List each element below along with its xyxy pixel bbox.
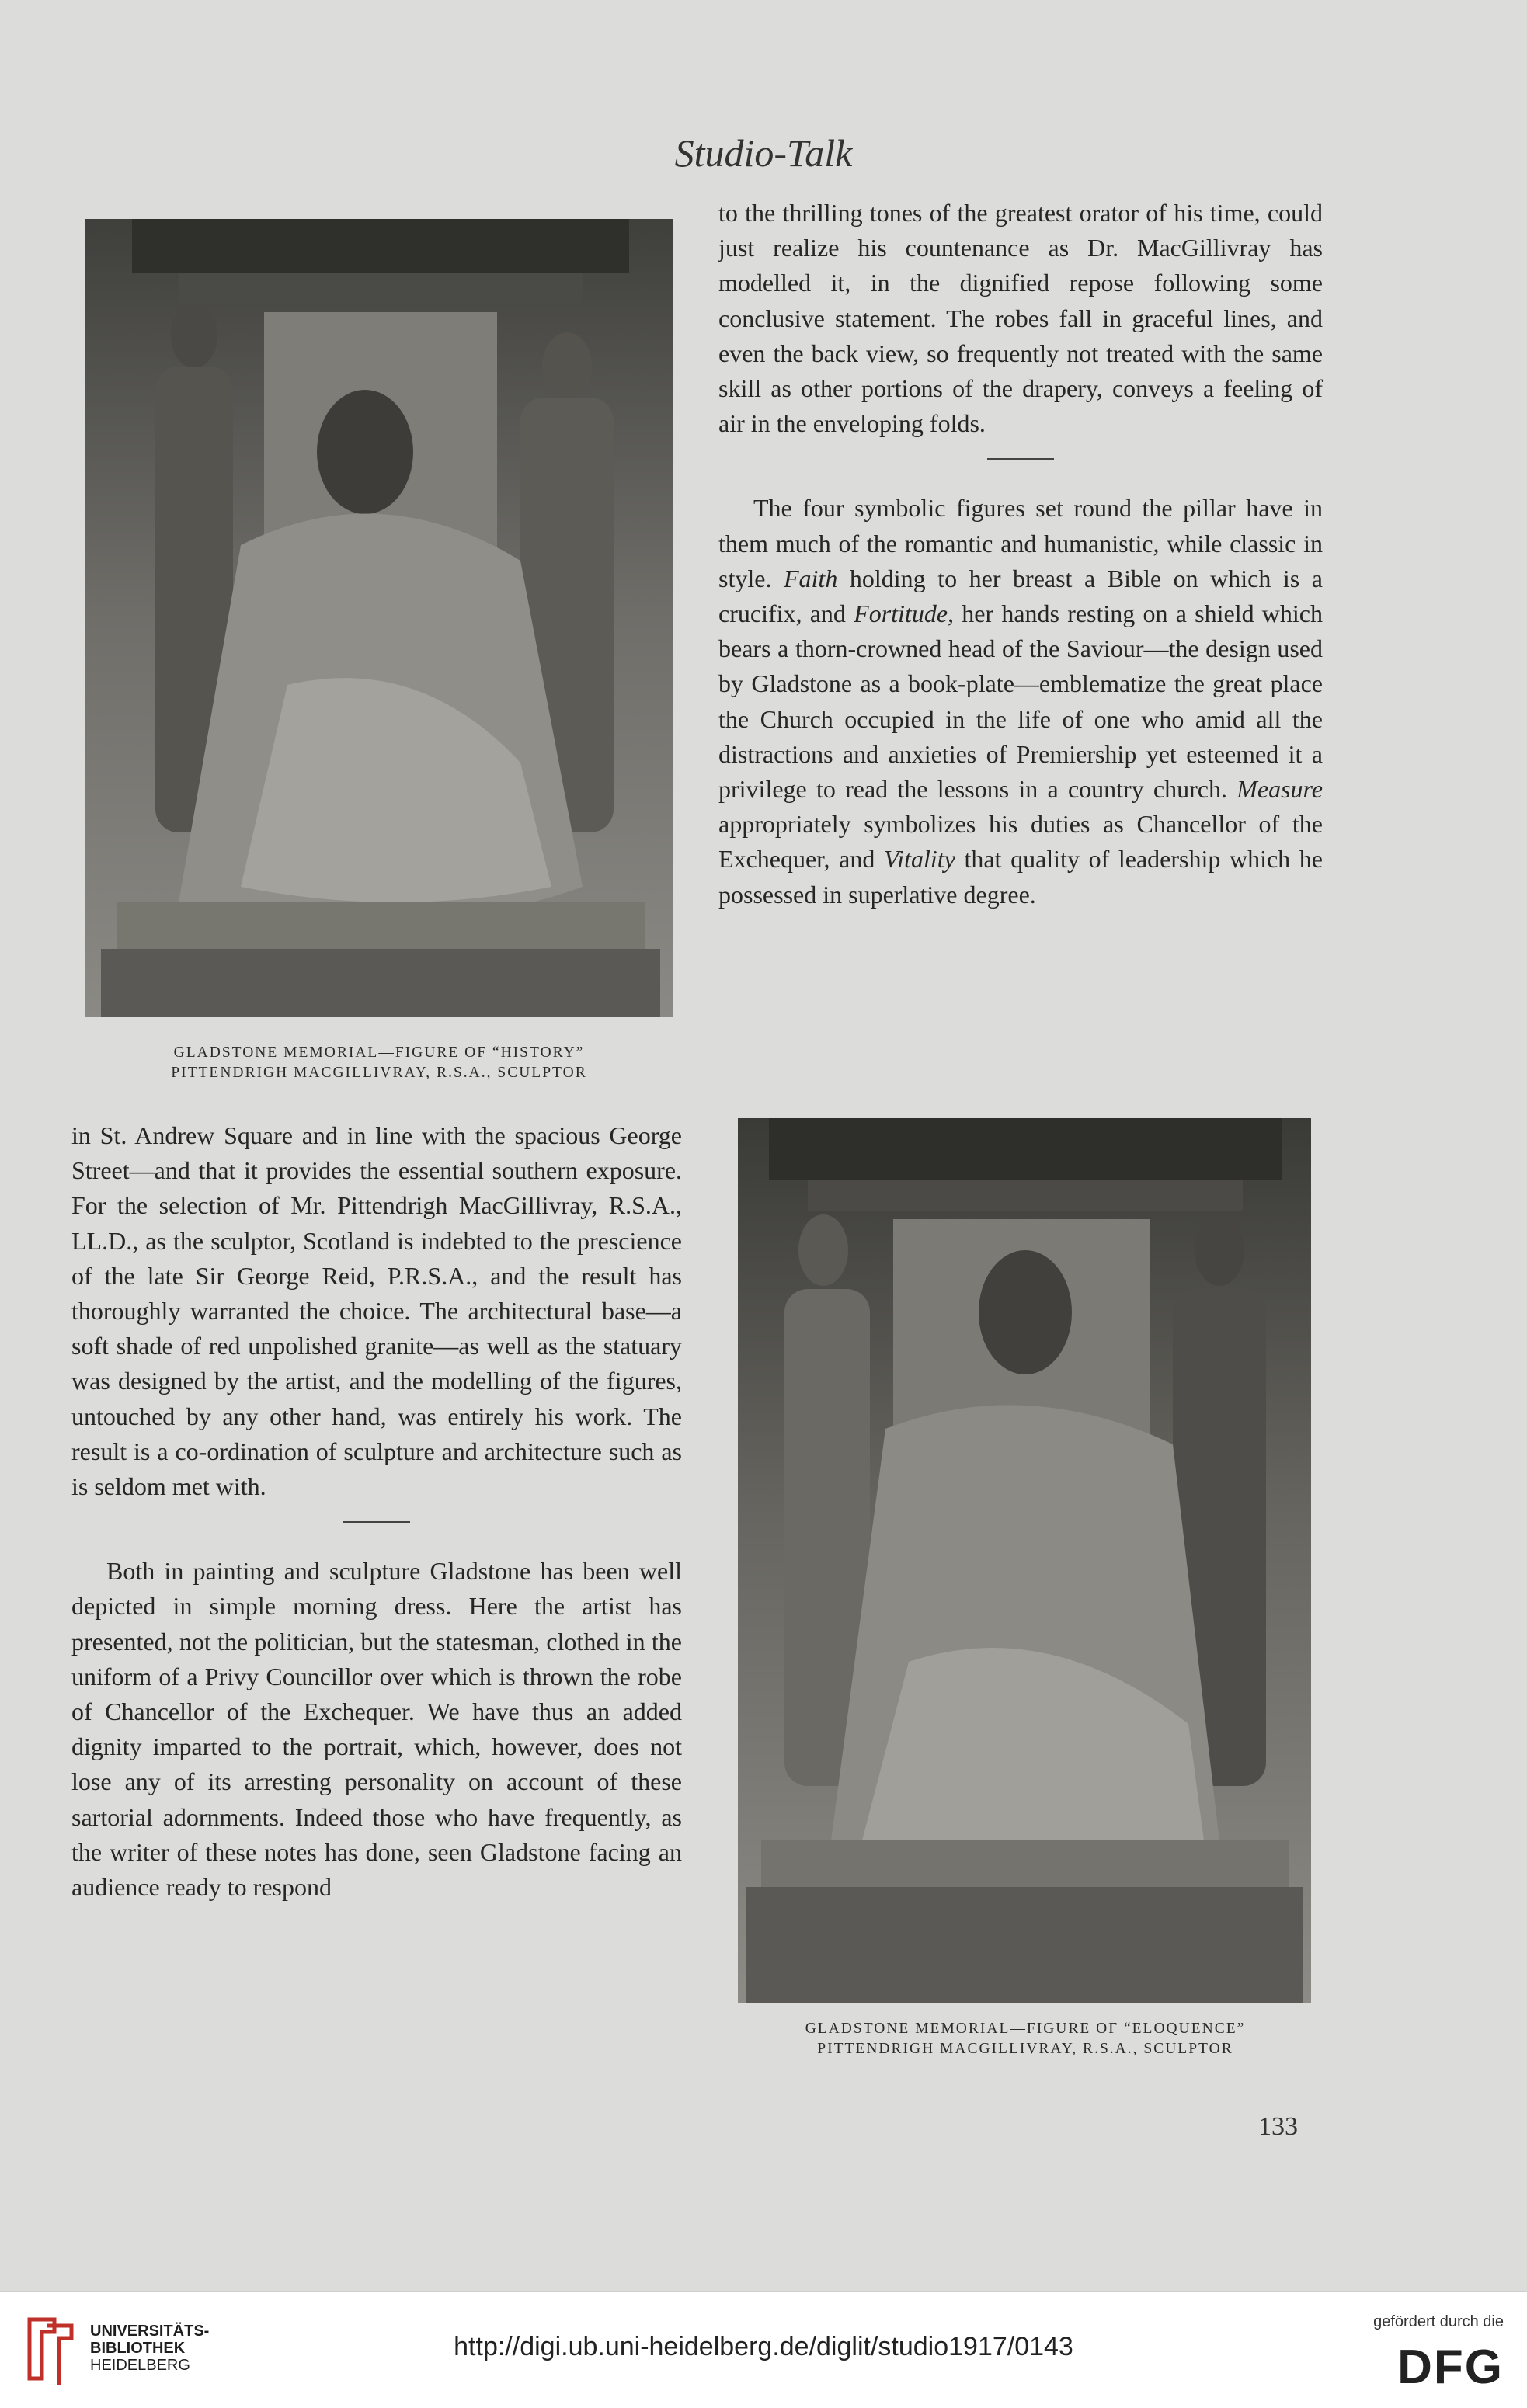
- paragraph: in St. Andrew Square and in line with the spacious George Street—and that it provides the essential southern exposure. For the selection of Mr. Pittendrigh MacGillivray, R.S.A., LL.D., as the sculptor, Scotland is indebted to the prescience of the late Sir George Reid, P.R.S.A., and the result has thoroughly warranted the choice. The architectural base—a soft shade of red unpolished granite—as well as the statuary was designed by the artist, and the modelling of the figures, untouched by any other hand, was entirely his work. The result is a co-ordination of sculpture and architecture such as is seldom met with.: [71, 1121, 682, 1501]
- paragraph: [718, 491, 1323, 912]
- eloquence-figure-photo: [738, 1118, 1311, 2003]
- italic-term: Measure: [1237, 775, 1323, 804]
- section-divider: [987, 458, 1054, 460]
- paragraph: to the thrilling tones of the greatest orator of his time, could just realize his countenance as Dr. MacGillivray has modelled it, in the dignified repose following some conclusive statement. The robes fall in graceful lines, and even the back view, so frequently not treated with the same skill as other portions of the drapery, conveys a feeling of air in the enveloping folds.: [718, 199, 1323, 438]
- eloquence-figure-caption: [730, 2019, 1320, 2059]
- italic-term: Fortitude,: [854, 599, 955, 628]
- funding-note: gefördert durch die: [1373, 2313, 1504, 2330]
- library-name-line: BIBLIOTHEK: [90, 2340, 186, 2357]
- right-column: [718, 196, 1323, 912]
- left-column: [71, 1118, 682, 1905]
- library-name-line: HEIDELBERG: [90, 2357, 190, 2374]
- text-run: that quality of leadership which he possessed in superlative degree.: [718, 845, 1324, 909]
- running-header: Studio-Talk: [674, 131, 853, 175]
- paragraph: Both in painting and sculpture Gladstone has been well depicted in simple morning dress. Here the artist has presented, not the politician, but the statesman, clothed in the uniform of a Privy Councillor over which is thrown the robe of Chancellor of the Exchequer. We have thus an added dignity imparted to the portrait, which, however, does not lose any of its arresting personality on account of these sartorial adornments. Indeed those who have frequently, as the writer of these notes has done, seen Gladstone facing an audience ready to respond: [71, 1557, 682, 1902]
- text-run: appropriately symbolizes his duties as Chancellor of the Exchequer, and: [718, 810, 1323, 874]
- page-number: 133: [1258, 2112, 1298, 2141]
- dfg-logo: DFG: [1397, 2340, 1504, 2394]
- italic-term: Faith: [783, 564, 838, 592]
- text-run: The four symbolic figures set round the pillar have in them much of the romantic and humanistic, while classic in style.: [718, 494, 1323, 592]
- italic-term: Vitality: [884, 845, 955, 874]
- library-name-line: UNIVERSITÄTS-: [90, 2323, 210, 2340]
- history-figure-photo: [85, 219, 673, 1017]
- text-run: holding to her breast a Bible on which is a crucifix, and: [718, 564, 1323, 628]
- caption-line: GLADSTONE MEMORIAL—FIGURE OF “ELOQUENCE”: [805, 2021, 1246, 2037]
- caption-line: GLADSTONE MEMORIAL—FIGURE OF “HISTORY”: [173, 1044, 585, 1061]
- section-divider: [343, 1521, 410, 1523]
- source-url-link[interactable]: http://digi.ub.uni-heidelberg.de/diglit/studio1917/0143: [454, 2332, 1073, 2361]
- footer-bar: [0, 2291, 1527, 2408]
- history-figure-caption: [85, 1043, 673, 1083]
- text-run: her hands resting on a shield which bears a thorn-crowned head of the Saviour—the design used by Gladstone as a book-plate—emblematize the great place the Church occupied in the life of one who amid all the distractions and anxieties of Premiership yet esteemed it a privilege to read the lessons in a country church.: [718, 599, 1323, 804]
- caption-line: PITTENDRIGH MACGILLIVRAY, R.S.A., SCULPTOR: [817, 2041, 1233, 2057]
- caption-line: PITTENDRIGH MACGILLIVRAY, R.S.A., SCULPTOR: [171, 1065, 587, 1081]
